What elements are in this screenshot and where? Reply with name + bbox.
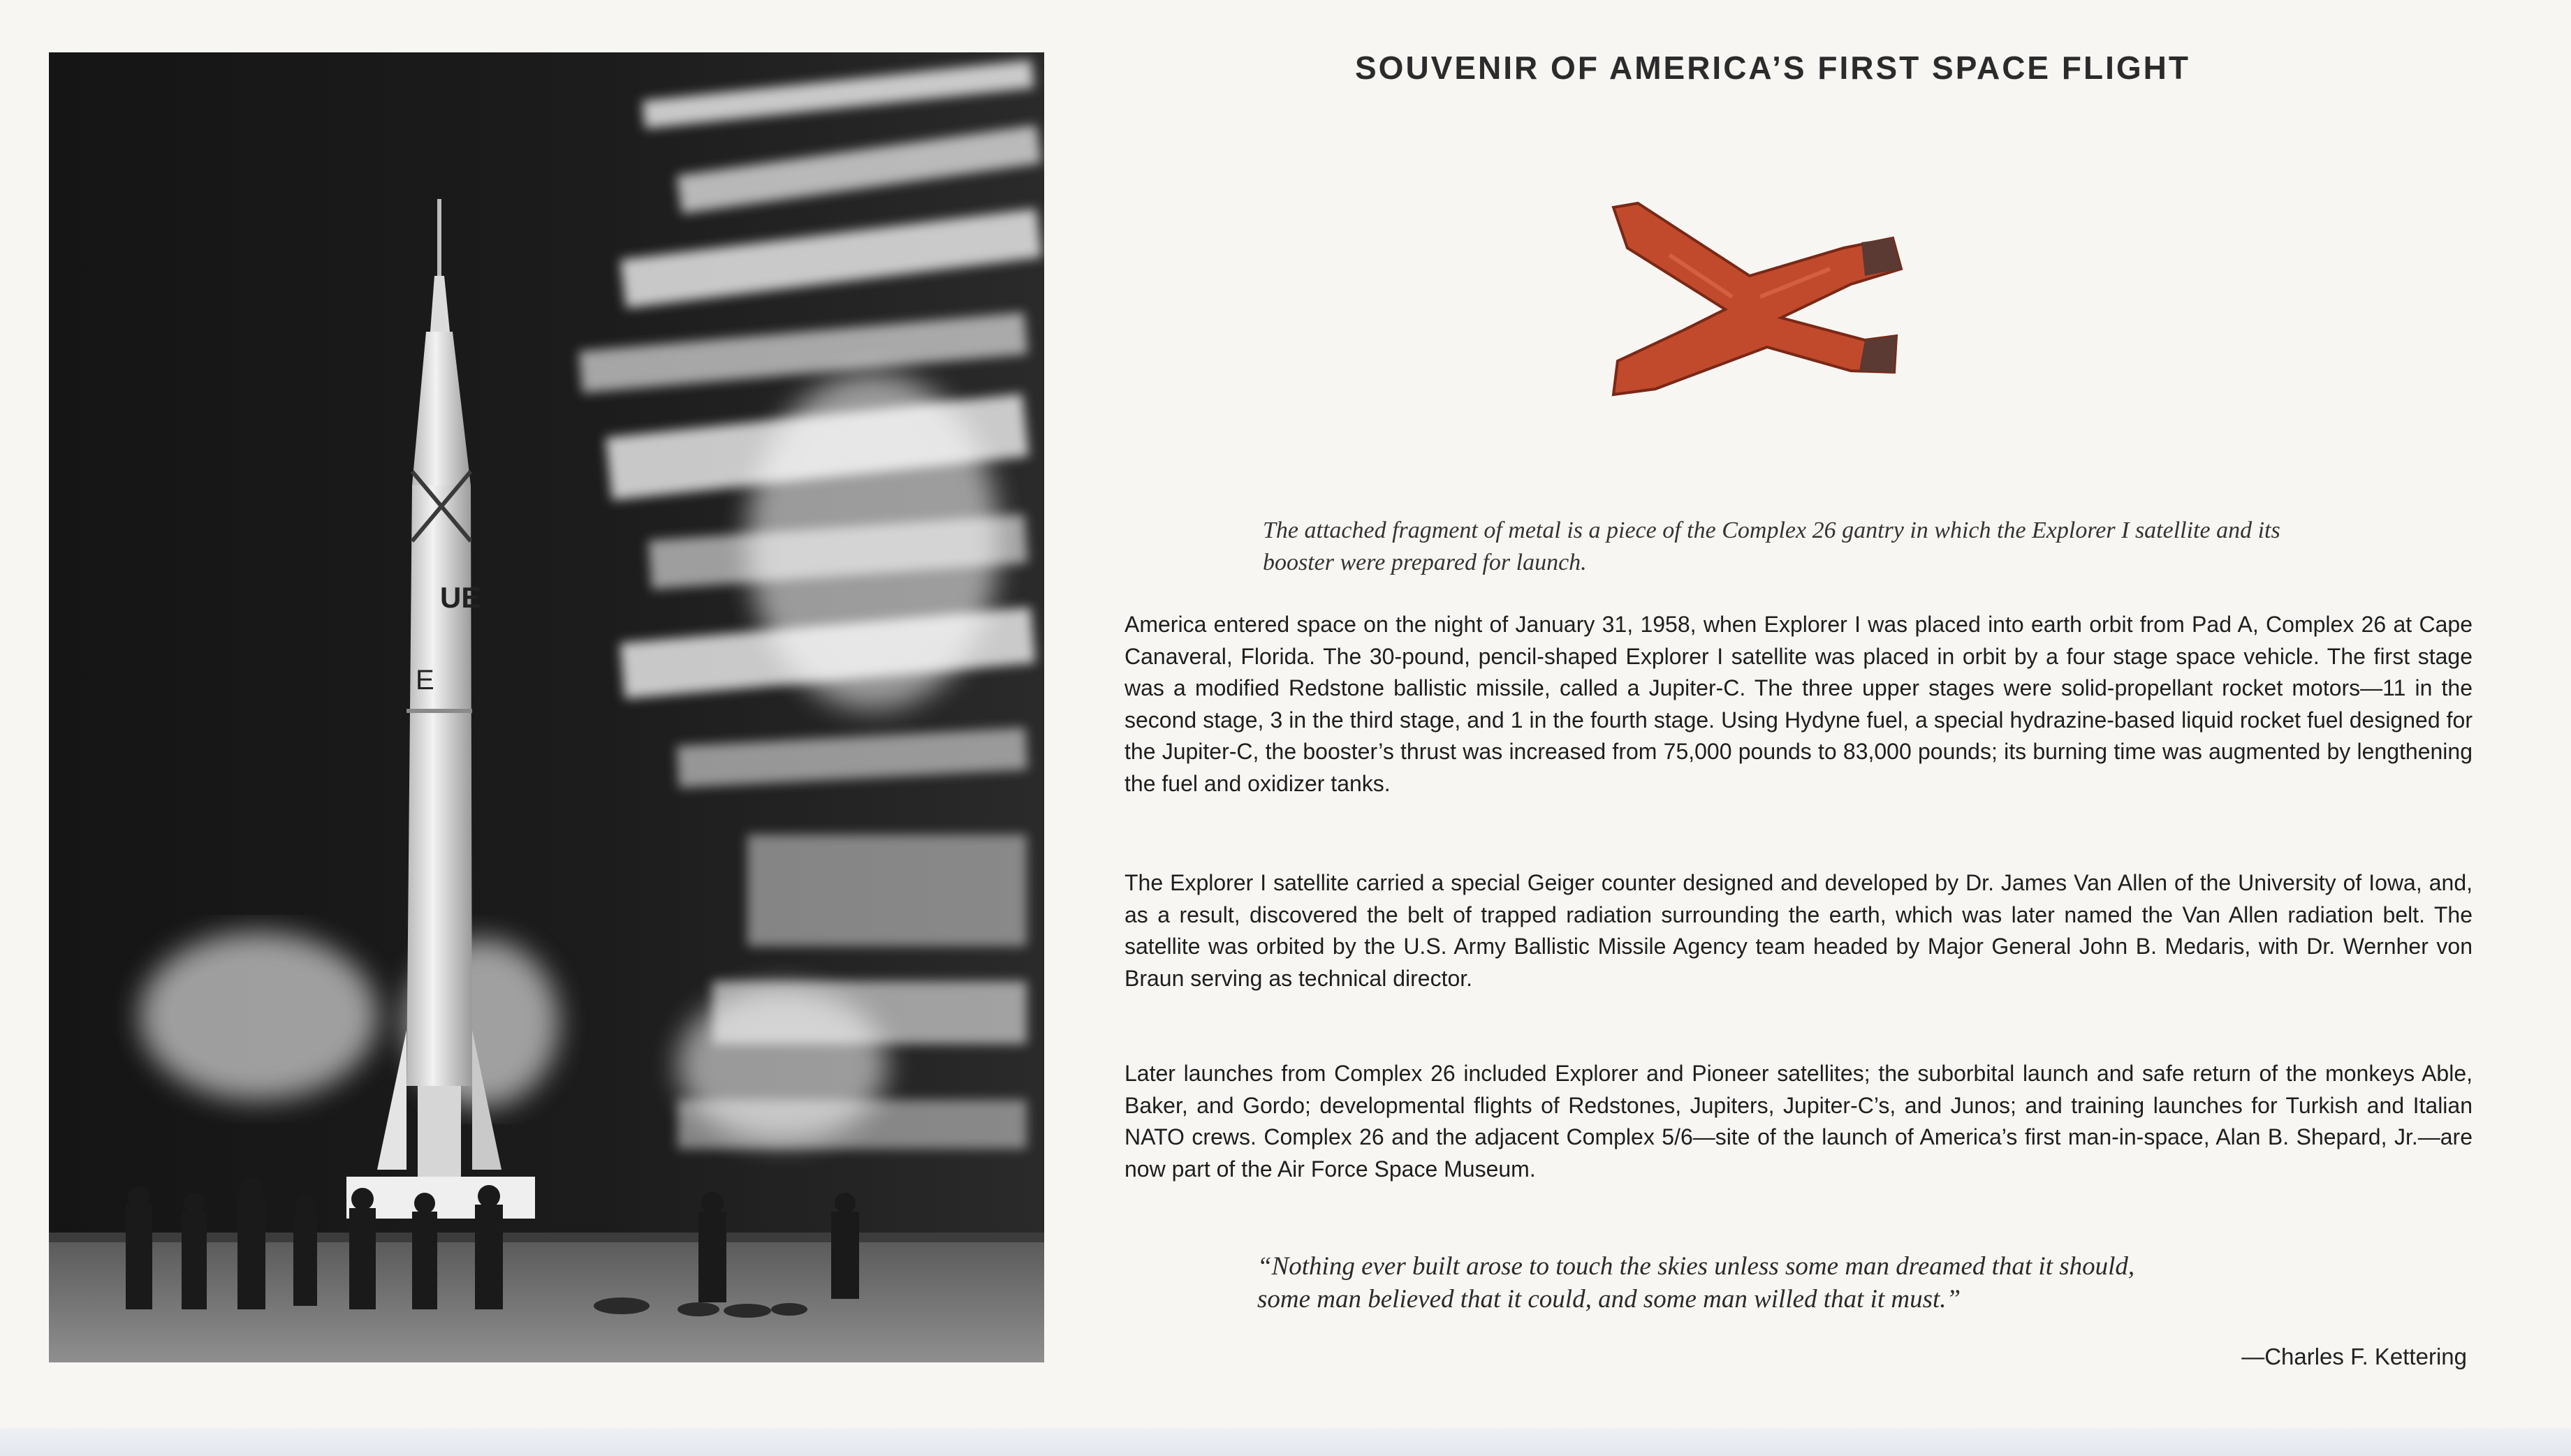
kettering-quote xyxy=(1257,1250,2347,1316)
quote-line-1: “Nothing ever built arose to touch the skies unless some man dreamed that it should, xyxy=(1257,1252,2135,1281)
fragment-caption: The attached fragment of metal is a piece of the Complex 26 gantry in which the Explorer I satellite and its booster were prepared for launch. xyxy=(1263,517,2280,575)
card-title: SOUVENIR OF AMERICA’S FIRST SPACE FLIGHT xyxy=(1355,50,2190,86)
rocket-marking-e: E xyxy=(416,665,434,696)
quote-line-2: some man believed that it could, and some man willed that it must.” xyxy=(1257,1285,1961,1314)
rocket-photo-illustration xyxy=(49,52,1044,1362)
paragraph-van-allen: The Explorer I satellite carried a special Geiger counter designed and developed by Dr. James Van Allen of the University of Iowa, and, as a result, discovered the belt of trapped radiation surrounding the earth, which was later named the Van Allen radiation belt. The satellite was orbited by the U.S. Army Ballistic Missile Agency team headed by Major General John B. Medaris, with Dr. Wernher von Braun serving as technical director. xyxy=(1125,870,2473,991)
paragraph-later-launches: Later launches from Complex 26 included Explorer and Pioneer satellites; the suborbital launch and safe return of the monkeys Able, Baker, and Gordo; developmental flights of Redstones, Jupiters, Jupiter-C’s, and Junos; and training launches for Turkish and Italian NATO crews. Complex 26 and the adjacent Complex 5/6—site of the launch of America’s first man-in-space, Alan B. Shepard, Jr.—are now part of the Air Force Space Museum. xyxy=(1125,1061,2473,1182)
quote-attribution: —Charles F. Kettering xyxy=(2241,1344,2467,1369)
rocket-launch-photo xyxy=(49,52,1044,1362)
fragment-x-shape xyxy=(1613,203,1901,395)
rocket-marking-ue: UE xyxy=(440,581,481,614)
scan-bottom-edge xyxy=(0,1428,2571,1456)
paragraph-explorer-launch: America entered space on the night of January 31, 1958, when Explorer I was placed into earth orbit from Pad A, Complex 26 at Cape Canaveral, Florida. The 30-pound, pencil-shaped Explorer I satellite was placed in orbit by a four stage space vehicle. The first stage was a modified Redstone ballistic missile, called a Jupiter-C. The three upper stages were solid-propellant rocket motors—11 in the second stage, 3 in the third stage, and 1 in the fourth stage. Using Hydyne fuel, a special hydrazine-based liquid rocket fuel designed for the Jupiter-C, the booster’s thrust was increased from 75,000 pounds to 83,000 pounds; its burning time was augmented by lengthening the fuel and oxidizer tanks. xyxy=(1125,612,2473,796)
gantry-metal-fragment xyxy=(1599,199,1914,409)
